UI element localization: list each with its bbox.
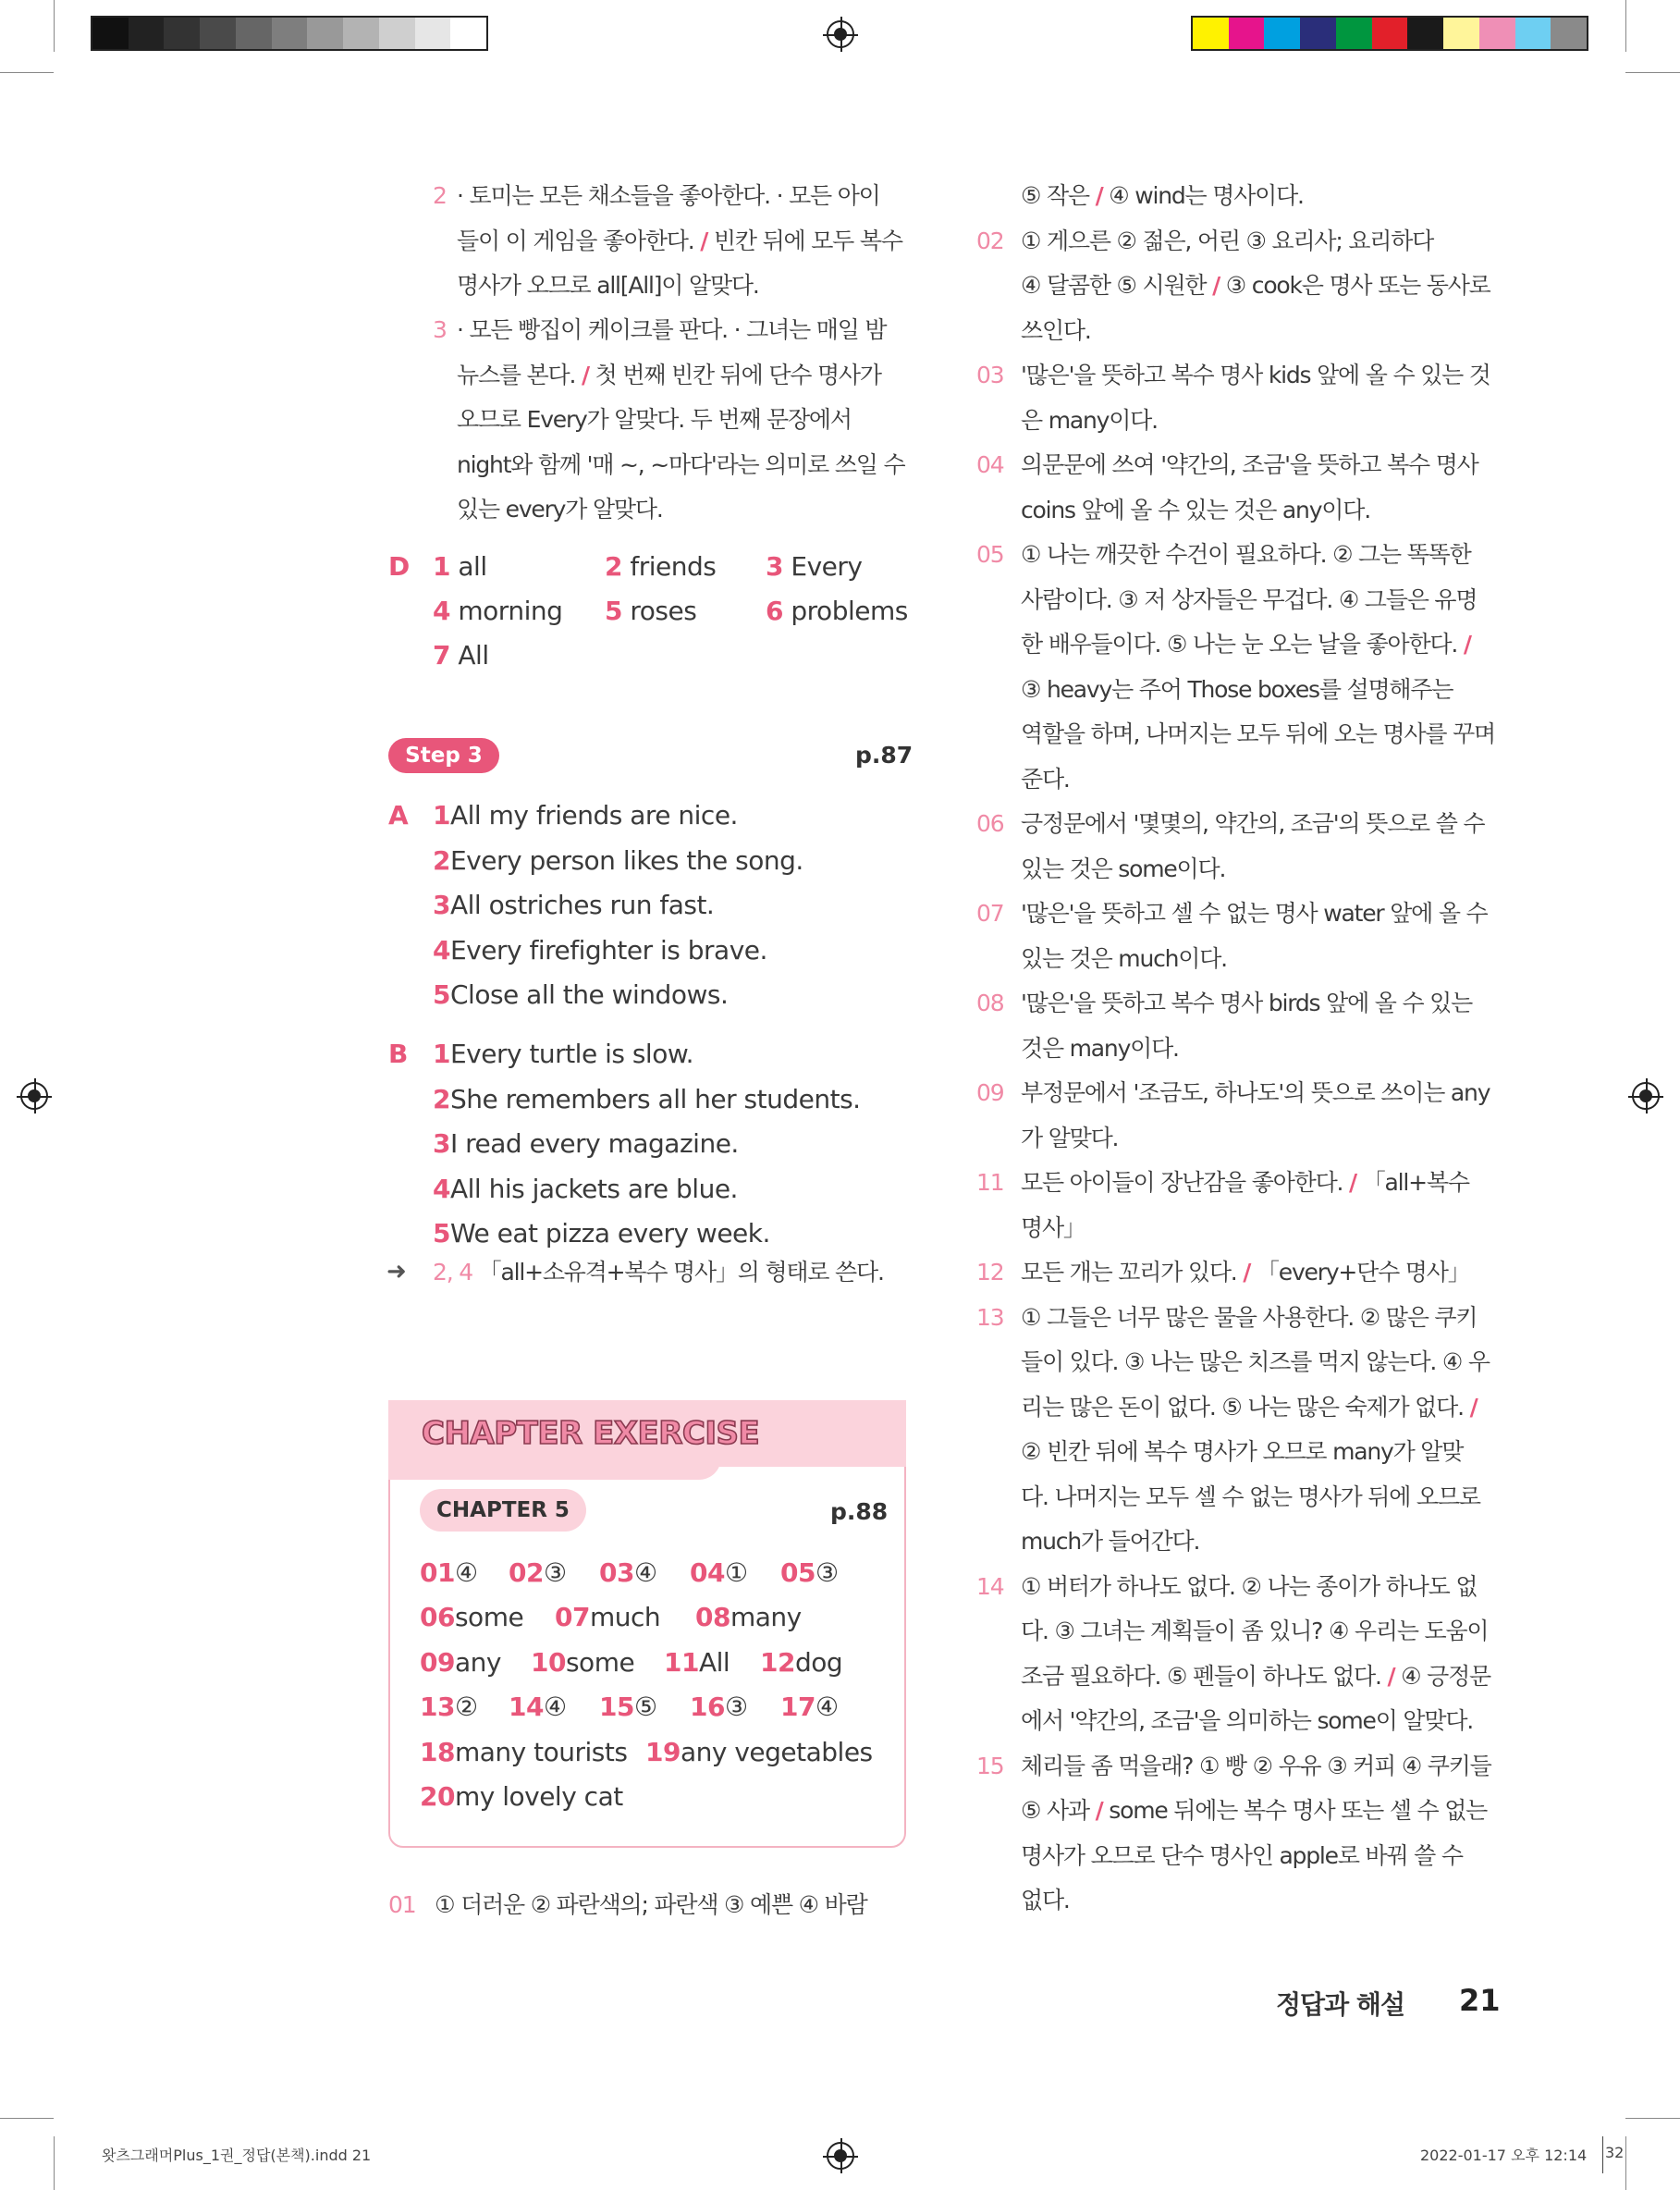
file-name: 왓츠그래머Plus_1권_정답(본책).indd 21 (102, 2147, 372, 2164)
explanation-item (976, 353, 1503, 443)
registration-mark-left-icon (20, 1082, 48, 1110)
answer-number: 7 (433, 640, 450, 671)
item3-line: 있는 every가 알맞다. (457, 496, 663, 523)
section-label: B (388, 1039, 408, 1069)
explanation-item (976, 981, 1503, 1071)
step-badge: Step 3 (388, 738, 499, 773)
explanation-line: 명사가 오므로 단수 명사인 apple로 바꿔 쓸 수 (1021, 1841, 1463, 1869)
answer-text: morning (458, 596, 563, 626)
explanation-item (976, 219, 1503, 354)
explanation-line: ④ 달콤한 ⑤ 시원한 / ③ cook은 명사 또는 동사로 (1021, 272, 1490, 299)
grammar-note (433, 1250, 884, 1296)
explanation-line: 들이 있다. ③ 나는 많은 치즈를 먹지 않는다. ④ 우 (1021, 1348, 1490, 1375)
explanation-item (976, 802, 1503, 892)
item-number: 13 (976, 1303, 1004, 1331)
chapter-exercise-header-tab (388, 1454, 721, 1480)
crop-mark (0, 2118, 54, 2119)
explanation-line: much가 들어간다. (1021, 1528, 1200, 1555)
item2-line: 들이 이 게임을 좋아한다. / 빈칸 뒤에 모두 복수 (457, 227, 902, 254)
answer-text: all (458, 551, 487, 582)
explanation-line: 한 배우들이다. ⑤ 나는 눈 오는 날을 좋아한다. / (1021, 631, 1471, 658)
page-reference: p.87 (855, 742, 914, 769)
explanation-item (976, 533, 1503, 802)
list-item: 4Every firefighter is brave. (433, 934, 767, 966)
item-number: 04 (976, 451, 1004, 478)
explanation-item (976, 1161, 1503, 1250)
item-number: 05 (976, 541, 1004, 568)
item2-line: · 토미는 모든 채소들을 좋아한다. · 모든 아이 (457, 182, 880, 209)
note-text: 「all+소유격+복수 명사」의 형태로 쓴다. (478, 1259, 884, 1286)
item-number: 07 (976, 900, 1004, 927)
item-number: 15 (976, 1752, 1004, 1779)
right-column (976, 174, 1503, 1924)
item-number: 08 (976, 990, 1004, 1016)
list-item: 1Every turtle is slow. (433, 1039, 694, 1069)
crop-mark (1625, 2118, 1680, 2119)
list-item: 2Every person likes the song. (433, 844, 803, 876)
item3-line: 오므로 Every가 알맞다. 두 번째 문장에서 (457, 406, 852, 433)
explanation-line: 리는 많은 돈이 없다. ⑤ 나는 많은 숙제가 없다. / (1021, 1393, 1478, 1421)
answer-number: 3 (766, 551, 783, 582)
explanation-line: 의문문에 쓰여 '약간의, 조금'을 뜻하고 복수 명사 (1021, 451, 1478, 478)
answer-number: 1 (433, 551, 450, 582)
chapter-exercise-box (388, 1400, 906, 1848)
list-item: 5We eat pizza every week. (433, 1218, 770, 1249)
explanation-line: 다. ③ 그녀는 계획들이 좀 있니? ④ 우리는 도움이 (1021, 1618, 1489, 1644)
crop-mark (54, 2136, 55, 2190)
footer-label: 정답과 해설 (1276, 1989, 1404, 2020)
crop-mark (1625, 72, 1680, 73)
explanation-line: 조금 필요하다. ⑤ 펜들이 하나도 없다. / ④ 긍정문 (1021, 1662, 1490, 1690)
crop-mark (1625, 0, 1626, 52)
left-bottom-explanation (388, 1883, 867, 1928)
registration-mark-top-icon (827, 20, 854, 48)
item-number: 11 (976, 1169, 1004, 1196)
list-item: 5Close all the windows. (433, 979, 729, 1010)
list-item: 3I read every magazine. (433, 1128, 739, 1159)
registration-mark-bottom-icon (827, 2142, 854, 2170)
page-reference: p.88 (830, 1498, 889, 1525)
chapter-exercise-title: CHAPTER EXERCISE (422, 1415, 760, 1452)
item3-line: · 모든 빵집이 케이크를 판다. · 그녀는 매일 밤 (457, 316, 887, 343)
item-number: 06 (976, 810, 1004, 837)
explanation-line: coins 앞에 올 수 있는 것은 any이다. (1021, 496, 1370, 523)
footer-divider (1602, 2136, 1603, 2173)
section-d (388, 551, 943, 690)
section-a (388, 794, 943, 1015)
explanation-line: ② 빈칸 뒤에 복수 명사가 오므로 many가 알맞 (1021, 1438, 1464, 1465)
explanation-item (976, 1744, 1503, 1924)
explanation-line: 모든 아이들이 장난감을 좋아한다. / 「all+복수 (1021, 1169, 1469, 1196)
section-b (388, 1032, 943, 1259)
explanation-line: 은 many이다. (1021, 406, 1158, 434)
explanation-line: ① 나는 깨끗한 수건이 필요하다. ② 그는 똑똑한 (1021, 541, 1471, 568)
answer-number: 5 (605, 596, 622, 626)
explanation-line: 모든 개는 꼬리가 있다. / 「every+단수 명사」 (1021, 1259, 1470, 1286)
grayscale-bar (91, 16, 488, 51)
explanation-item (976, 1296, 1503, 1565)
registration-mark-right-icon (1632, 1082, 1660, 1110)
explanation-line: '많은'을 뜻하고 셀 수 없는 명사 water 앞에 올 수 (1021, 900, 1488, 927)
color-bar (1191, 16, 1588, 51)
explanation-item (976, 1565, 1503, 1744)
explanation-line: ① 더러운 ② 파란색의; 파란색 ③ 예쁜 ④ 바람 (435, 1891, 867, 1918)
explanation-line: 쓰인다. (1021, 316, 1091, 344)
answer-number: 6 (766, 596, 783, 626)
answer-text: roses (630, 596, 697, 626)
item-number: 09 (976, 1079, 1004, 1106)
item-number: 03 (976, 362, 1004, 388)
note-numbers: 2, 4 (433, 1259, 472, 1286)
answer-number: 2 (605, 551, 622, 582)
explanation-line: 명사」 (1021, 1213, 1085, 1241)
explanation-line: ① 그들은 너무 많은 물을 사용한다. ② 많은 쿠키 (1021, 1303, 1478, 1331)
page-number: 21 (1459, 1983, 1501, 2018)
answers-grid: 01 ④ 02 ③ 03 ④ 04 ① 05 ③ 06 some 07 much 08 many 09 any 10 some 11 All 12 dog 13 ② 14 ④ 15 ⑤ 16 ③ 17 ④ 18 many tourists 19 any vegetables 20 my lovely cat (420, 1557, 873, 1812)
page-count: 32 (1605, 2144, 1625, 2161)
arrow-icon: ➜ (386, 1258, 407, 1286)
explanation-line: 가 알맞다. (1021, 1124, 1119, 1151)
crop-mark (1625, 2136, 1626, 2190)
answer-text: problems (791, 596, 908, 626)
item-number: 12 (976, 1259, 1004, 1286)
answer-number: 4 (433, 596, 450, 626)
item-number: 2 (433, 182, 447, 209)
crop-mark (0, 72, 54, 73)
explanation-line: 부정문에서 '조금도, 하나도'의 뜻으로 쓰이는 any (1021, 1079, 1490, 1106)
explanation-line: '많은'을 뜻하고 복수 명사 kids 앞에 올 수 있는 것 (1021, 362, 1490, 388)
explanation-item (976, 443, 1503, 533)
explanation-item (976, 892, 1503, 981)
explanation-line: ⑤ 작은 / ④ wind는 명사이다. (1021, 182, 1304, 209)
list-item: 1All my friends are nice. (433, 800, 738, 830)
explanation-line: 체리들 좀 먹을래? ① 빵 ② 우유 ③ 커피 ④ 쿠키들 (1021, 1752, 1491, 1779)
print-timestamp: 2022-01-17 오후 12:14 (1420, 2147, 1588, 2164)
list-item: 3All ostriches run fast. (433, 890, 715, 920)
section-label: A (388, 800, 409, 830)
explanation-line: 것은 many이다. (1021, 1034, 1179, 1062)
explanation-line: 역할을 하며, 나머지는 모두 뒤에 오는 명사를 꾸며 (1021, 720, 1495, 747)
item3-line: 뉴스를 본다. / 첫 번째 빈칸 뒤에 단수 명사가 (457, 361, 881, 388)
explanation-line: ③ heavy는 주어 Those boxes를 설명해주는 (1021, 675, 1453, 703)
list-item: 4All his jackets are blue. (433, 1173, 738, 1204)
item-number: 3 (433, 316, 447, 343)
explanation-line: 사람이다. ③ 저 상자들은 무겁다. ④ 그들은 유명 (1021, 585, 1478, 613)
chapter-badge: CHAPTER 5 (420, 1489, 586, 1532)
item2-line: 명사가 오므로 all[All]이 알맞다. (457, 272, 759, 299)
answer-text: friends (630, 551, 717, 582)
explanation-line: ① 버터가 하나도 없다. ② 나는 종이가 하나도 없 (1021, 1572, 1478, 1600)
list-item: 2She remembers all her students. (433, 1083, 861, 1114)
explanation-line: 준다. (1021, 765, 1070, 793)
left-top-explanations (433, 174, 932, 535)
explanation-line: 긍정문에서 '몇몇의, 약간의, 조금'의 뜻으로 쓸 수 (1021, 810, 1485, 837)
item-number: 14 (976, 1572, 1004, 1600)
explanation-item (976, 1071, 1503, 1161)
explanation-line: 에서 '약간의, 조금'을 의미하는 some이 알맞다. (1021, 1707, 1474, 1734)
explanation-line: 있는 것은 some이다. (1021, 855, 1226, 882)
item3-line: night와 함께 '매 ~, ~마다'라는 의미로 쓰일 수 (457, 450, 905, 478)
item-number: 02 (976, 227, 1004, 254)
section-label: D (388, 551, 410, 582)
answer-text: All (458, 640, 489, 671)
explanation-item (976, 174, 1503, 219)
explanation-item (976, 1250, 1503, 1296)
explanation-line: 다. 나머지는 모두 셀 수 없는 명사가 뒤에 오므로 (1021, 1483, 1480, 1510)
explanation-line: '많은'을 뜻하고 복수 명사 birds 앞에 올 수 있는 (1021, 990, 1473, 1016)
crop-mark (54, 0, 55, 52)
explanation-line: 있는 것은 much이다. (1021, 944, 1227, 972)
item-number: 01 (388, 1891, 416, 1918)
answer-text: Every (791, 551, 863, 582)
explanation-line: ① 게으른 ② 젊은, 어린 ③ 요리사; 요리하다 (1021, 227, 1434, 254)
explanation-line: 없다. (1021, 1887, 1070, 1913)
explanation-line: ⑤ 사과 / some 뒤에는 복수 명사 또는 셀 수 없는 (1021, 1797, 1488, 1824)
